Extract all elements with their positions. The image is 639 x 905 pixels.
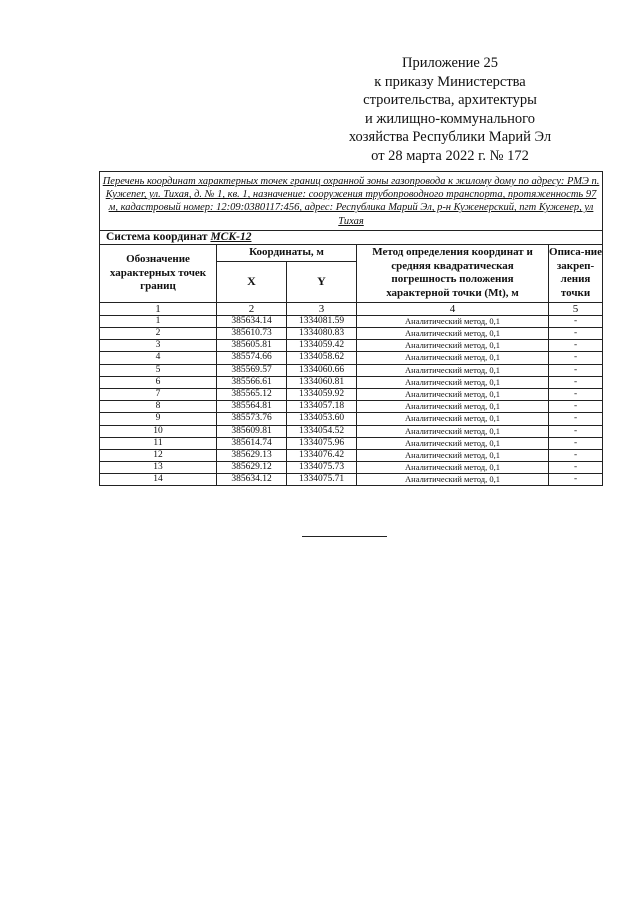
header-line: хозяйства Республики Марий Эл xyxy=(348,129,552,146)
coordinate-system-row xyxy=(100,230,603,244)
point-number-cell: 1 xyxy=(100,315,217,327)
description-cell: - xyxy=(549,364,603,376)
x-coordinate-cell: 385574.66 xyxy=(217,352,287,364)
point-number-cell: 9 xyxy=(100,413,217,425)
method-cell: Аналитический метод, 0,1 xyxy=(357,364,549,376)
header-y: Y xyxy=(287,261,357,302)
header-point: Обозначение характерных точек границ xyxy=(100,244,217,302)
column-number: 2 xyxy=(217,302,287,315)
x-coordinate-cell: 385569.57 xyxy=(217,364,287,376)
method-cell: Аналитический метод, 0,1 xyxy=(357,388,549,400)
table-row xyxy=(100,401,603,413)
y-coordinate-cell: 1334058.62 xyxy=(287,352,357,364)
description-cell: - xyxy=(549,328,603,340)
table-row xyxy=(100,437,603,449)
header-line: строительства, архитектуры xyxy=(363,92,537,109)
table-row xyxy=(100,388,603,400)
point-number-cell: 13 xyxy=(100,462,217,474)
point-number-cell: 3 xyxy=(100,340,217,352)
method-cell: Аналитический метод, 0,1 xyxy=(357,413,549,425)
table-row xyxy=(100,315,603,327)
description-cell: - xyxy=(549,315,603,327)
description-cell: - xyxy=(549,388,603,400)
column-number: 4 xyxy=(357,302,549,315)
x-coordinate-cell: 385566.61 xyxy=(217,376,287,388)
x-coordinate-cell: 385634.12 xyxy=(217,474,287,486)
closing-rule xyxy=(302,536,387,537)
x-coordinate-cell: 385573.76 xyxy=(217,413,287,425)
table-row xyxy=(100,340,603,352)
y-coordinate-cell: 1334076.42 xyxy=(287,449,357,461)
description-cell: - xyxy=(549,413,603,425)
table-row xyxy=(100,364,603,376)
description-cell: - xyxy=(549,437,603,449)
method-cell: Аналитический метод, 0,1 xyxy=(357,462,549,474)
y-coordinate-cell: 1334075.96 xyxy=(287,437,357,449)
y-coordinate-cell: 1334059.42 xyxy=(287,340,357,352)
table-row xyxy=(100,352,603,364)
method-cell: Аналитический метод, 0,1 xyxy=(357,401,549,413)
table-row xyxy=(100,462,603,474)
x-coordinate-cell: 385605.81 xyxy=(217,340,287,352)
header-line: и жилищно-коммунального xyxy=(364,110,536,127)
table-row xyxy=(100,425,603,437)
description-cell: - xyxy=(549,425,603,437)
header-line: от 28 марта 2022 г. № 172 xyxy=(371,147,529,164)
method-cell: Аналитический метод, 0,1 xyxy=(357,437,549,449)
description-cell: - xyxy=(549,352,603,364)
x-coordinate-cell: 385610.73 xyxy=(217,328,287,340)
point-number-cell: 5 xyxy=(100,364,217,376)
column-number: 3 xyxy=(287,302,357,315)
y-coordinate-cell: 1334060.81 xyxy=(287,376,357,388)
column-number: 5 xyxy=(549,302,603,315)
y-coordinate-cell: 1334080.83 xyxy=(287,328,357,340)
point-number-cell: 8 xyxy=(100,401,217,413)
header-x: X xyxy=(217,261,287,302)
y-coordinate-cell: 1334075.73 xyxy=(287,462,357,474)
y-coordinate-cell: 1334081.59 xyxy=(287,315,357,327)
method-cell: Аналитический метод, 0,1 xyxy=(357,449,549,461)
description-cell: - xyxy=(549,340,603,352)
table-row xyxy=(100,474,603,486)
x-coordinate-cell: 385565.12 xyxy=(217,388,287,400)
header-line: Приложение 25 xyxy=(402,55,498,71)
method-cell: Аналитический метод, 0,1 xyxy=(357,328,549,340)
description-cell: - xyxy=(549,376,603,388)
point-number-cell: 11 xyxy=(100,437,217,449)
y-coordinate-cell: 1334057.18 xyxy=(287,401,357,413)
x-coordinate-cell: 385629.12 xyxy=(217,462,287,474)
coordinates-table xyxy=(99,171,603,486)
method-cell: Аналитический метод, 0,1 xyxy=(357,376,549,388)
method-cell: Аналитический метод, 0,1 xyxy=(357,315,549,327)
point-number-cell: 4 xyxy=(100,352,217,364)
column-number: 1 xyxy=(100,302,217,315)
point-number-cell: 10 xyxy=(100,425,217,437)
coordinate-system-value: МСК-12 xyxy=(210,231,252,244)
table-caption: Перечень координат характерных точек границ охранной зоны газопровода к жилому дому по адресу: РМЭ п. Кужener, ул. Тихая, д. № 1, кв. 1, назначение: сооружения трубопроводного транспорта, протяженность 97 м, кадастровый номер: 12:09:0380117:456, адрес: Республика Марий Эл, р-н Куженерский, пгт Куженер, ул Тихая xyxy=(100,172,603,231)
method-cell: Аналитический метод, 0,1 xyxy=(357,340,549,352)
header-coordinates: Координаты, м xyxy=(217,244,357,261)
x-coordinate-cell: 385634.14 xyxy=(217,315,287,327)
description-cell: - xyxy=(549,449,603,461)
y-coordinate-cell: 1334059.92 xyxy=(287,388,357,400)
document-header xyxy=(330,54,570,166)
point-number-cell: 12 xyxy=(100,449,217,461)
point-number-cell: 6 xyxy=(100,376,217,388)
method-cell: Аналитический метод, 0,1 xyxy=(357,425,549,437)
header-line: к приказу Министерства xyxy=(374,73,526,90)
y-coordinate-cell: 1334053.60 xyxy=(287,413,357,425)
y-coordinate-cell: 1334054.52 xyxy=(287,425,357,437)
x-coordinate-cell: 385629.13 xyxy=(217,449,287,461)
table-row xyxy=(100,376,603,388)
y-coordinate-cell: 1334075.71 xyxy=(287,474,357,486)
description-cell: - xyxy=(549,401,603,413)
x-coordinate-cell: 385564.81 xyxy=(217,401,287,413)
description-cell: - xyxy=(549,462,603,474)
method-cell: Аналитический метод, 0,1 xyxy=(357,474,549,486)
table-row xyxy=(100,328,603,340)
coordinate-system-label: Система координат xyxy=(106,231,208,244)
method-cell: Аналитический метод, 0,1 xyxy=(357,352,549,364)
point-number-cell: 14 xyxy=(100,474,217,486)
point-number-cell: 2 xyxy=(100,328,217,340)
y-coordinate-cell: 1334060.66 xyxy=(287,364,357,376)
x-coordinate-cell: 385614.74 xyxy=(217,437,287,449)
header-description: Описа-ние закреп-ления точки xyxy=(549,244,603,302)
description-cell: - xyxy=(549,474,603,486)
point-number-cell: 7 xyxy=(100,388,217,400)
x-coordinate-cell: 385609.81 xyxy=(217,425,287,437)
table-row xyxy=(100,449,603,461)
table-row xyxy=(100,413,603,425)
header-method: Метод определения координат и средняя квадратическая погрешность положения характерной точки (Mt), м xyxy=(357,244,549,302)
